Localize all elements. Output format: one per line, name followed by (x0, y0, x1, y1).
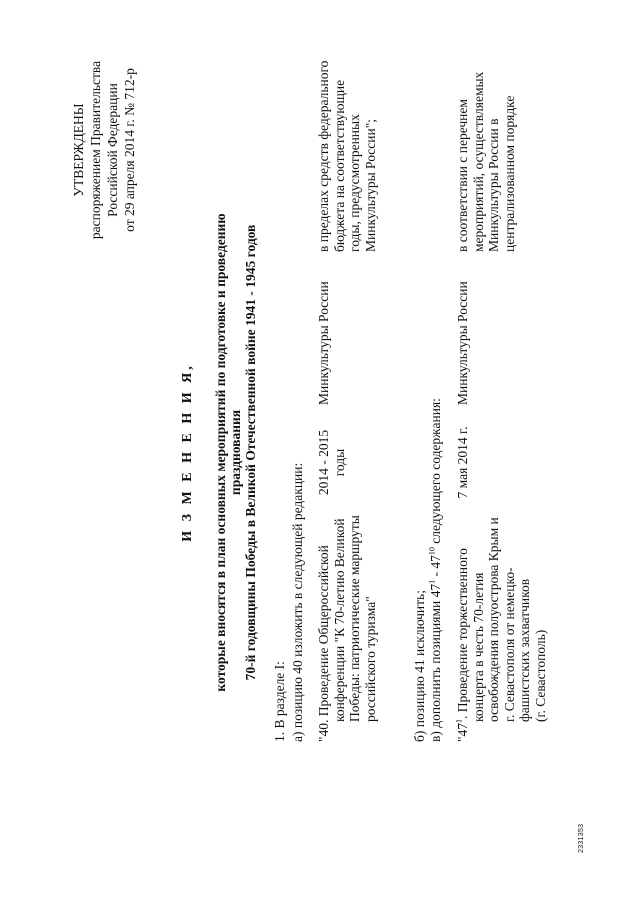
document-code: 2331353 (578, 823, 585, 853)
row-40-date-line: годы (331, 448, 347, 477)
row-47-number: "47 (455, 722, 470, 742)
item-v-mid: - 47 (428, 555, 443, 580)
row-40-note-line: в пределах средств федерального (316, 60, 331, 252)
row-47-name-line: (г. Севастополь) (532, 629, 548, 722)
row-47-note-line: мероприятий, осуществляемых (470, 71, 486, 252)
row-40-date (316, 415, 347, 510)
subtitle-line-1: которые вносятся в план основных мероприятий по подготовке и проведению празднования (213, 213, 243, 692)
item-b: б) позицию 41 исключить; (412, 590, 427, 742)
row-47-date: 7 мая 2014 г. (455, 426, 470, 499)
row-40-note-line: годы, предусмотренных (347, 114, 362, 252)
item-v (428, 398, 444, 742)
row-47-note (455, 72, 517, 252)
item-a: а) позицию 40 изложить в следующей редакции: (290, 462, 305, 742)
row-40-name (316, 515, 378, 742)
approved-line-2: распоряжением Правительства (88, 60, 103, 240)
approved-line-3: Российской Федерации (105, 83, 120, 217)
item-v-sup-2: 10 (427, 547, 437, 556)
approved-line-1: УТВЕРЖДЕНЫ (71, 103, 86, 197)
row-47-name-line: фашистских захватчиков (517, 578, 532, 722)
row-40-note-line: Минкультуры России"; (362, 119, 378, 252)
item-v-sup-1: 1 (427, 579, 437, 584)
row-40-name-line: "40. Проведение Общероссийской (316, 545, 331, 742)
row-40-name-line: Победы: патриотические маршруты (347, 515, 362, 722)
row-40-responsible: Минкультуры России (316, 281, 331, 405)
row-40-note (316, 61, 378, 252)
row-40-date-line: 2014 - 2015 (316, 429, 331, 496)
row-47-name-line: концерта в честь 70-летия (470, 572, 486, 722)
item-v-prefix: в) дополнить позициями 47 (428, 583, 443, 742)
row-47-number-sup: 1 (454, 718, 464, 723)
row-47-note-line: Минкультуры России в (486, 118, 501, 252)
row-47-name-line: . Проведение торжественного (455, 548, 470, 719)
subtitle-line-2: 70-й годовщины Победы в Великой Отечественной войне 1941 - 1945 годов (243, 224, 258, 681)
approval-stamp (70, 20, 138, 280)
document-subtitle (213, 200, 258, 705)
row-47-name-line: г. Севастополя от немецко- (501, 567, 517, 722)
row-47-responsible: Минкультуры России (455, 281, 470, 405)
approved-line-4: от 29 апреля 2014 г. № 712-р (122, 68, 137, 232)
row-47-name-line: освобождения полуострова Крым и (486, 517, 501, 722)
row-47-name (455, 517, 548, 742)
item-v-suffix: следующего содержания: (428, 398, 443, 548)
row-47-note-line: централизованном порядке (501, 95, 517, 252)
row-47-note-line: в соответствии с перечнем (455, 99, 470, 252)
row-40-name-line: российского туризма" (362, 596, 378, 722)
document-title: И З М Е Н Е Н И Я, (180, 363, 195, 542)
section-heading: 1. В разделе I: (272, 661, 287, 742)
row-40-name-line: конференции "К 70-летию Великой (331, 518, 347, 722)
row-47-name-first-line (455, 517, 471, 742)
row-40-note-line: бюджета на соответствующие (331, 79, 347, 252)
